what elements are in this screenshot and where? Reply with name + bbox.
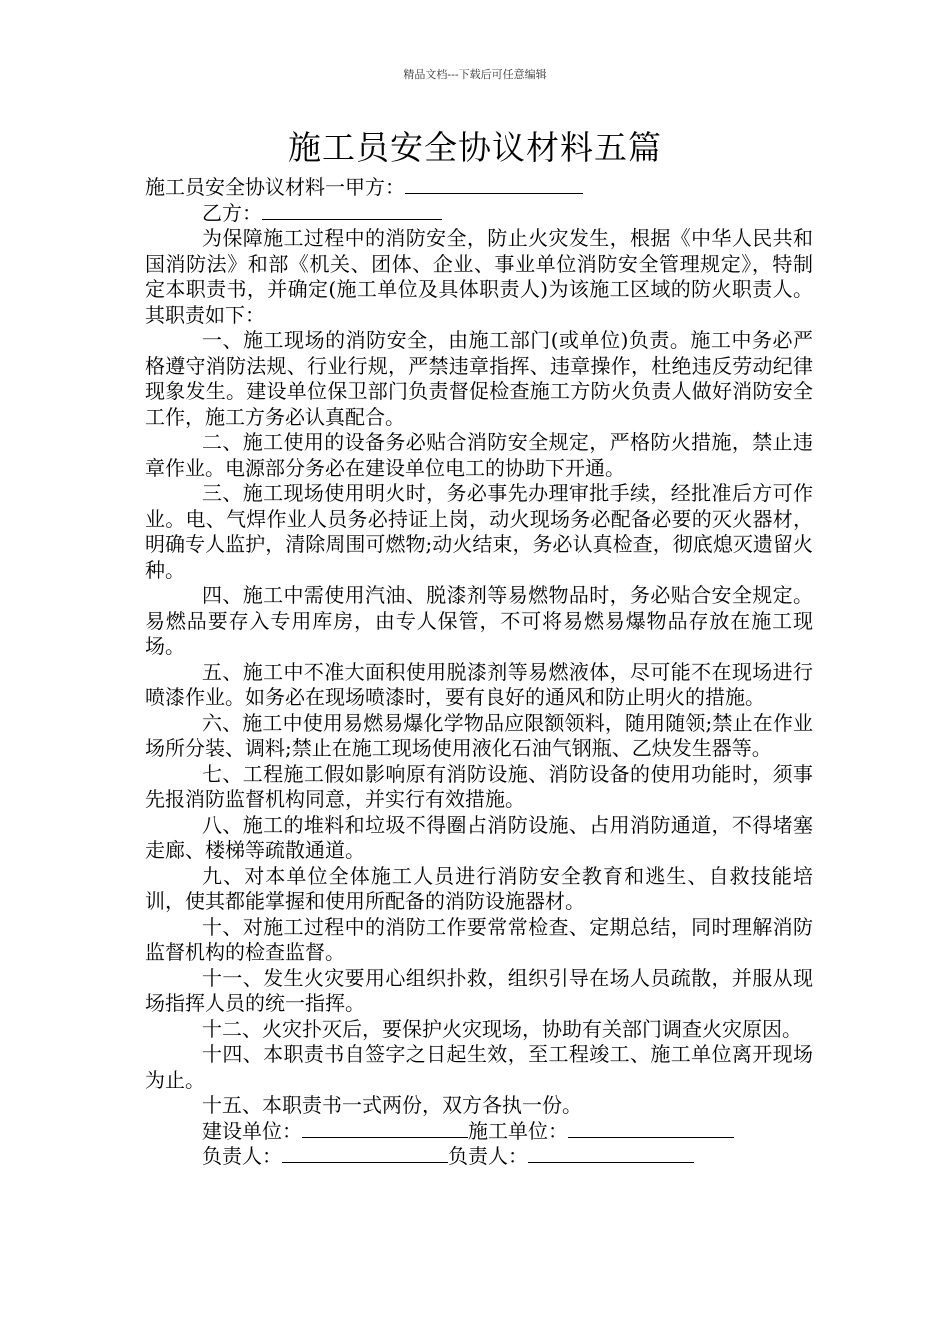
builder-blank[interactable] bbox=[302, 1119, 468, 1138]
signature-units-line bbox=[145, 1119, 813, 1145]
leader-blank-2[interactable] bbox=[528, 1144, 694, 1163]
builder-label: 建设单位： bbox=[202, 1118, 302, 1143]
clause-6: 六、施工中使用易燃易爆化学物品应限额领料，随用随领;禁止在作业场所分装、调料;禁止在施工现场使用液化石油气钢瓶、乙炔发生器等。 bbox=[145, 710, 813, 760]
leader-blank-1[interactable] bbox=[282, 1144, 448, 1163]
clause-11: 十一、发生火灾要用心组织扑救，组织引导在场人员疏散，并服从现场指挥人员的统一指挥。 bbox=[145, 965, 813, 1015]
clause-3: 三、施工现场使用明火时，务必事先办理审批手续，经批准后方可作业。电、气焊作业人员务必持证上岗，动火现场务必配备必要的灭火器材，明确专人监护，清除周围可燃物;动火结束，务必认真检查，彻底熄灭遗留火种。 bbox=[145, 481, 813, 582]
party-b-line bbox=[145, 201, 813, 227]
contractor-label: 施工单位： bbox=[468, 1118, 568, 1143]
party-b-blank[interactable] bbox=[262, 201, 442, 220]
header-note: 精品文档---下载后可任意编辑 bbox=[403, 68, 547, 81]
clause-9: 九、对本单位全体施工人员进行消防安全教育和逃生、自救技能培训，使其都能掌握和使用所配备的消防设施器材。 bbox=[145, 863, 813, 913]
document-body bbox=[145, 175, 813, 1170]
leader-label-1: 负责人： bbox=[202, 1144, 282, 1168]
clause-8: 八、施工的堆料和垃圾不得圈占消防设施、占用消防通道，不得堵塞走廊、楼梯等疏散通道。 bbox=[145, 812, 813, 862]
clause-1: 一、施工现场的消防安全，由施工部门(或单位)负责。施工中务必严格遵守消防法规、行业行规，严禁违章指挥、违章操作，杜绝违反劳动纪律现象发生。建设单位保卫部门负责督促检查施工方防火负责人做好消防安全工作，施工方务必认真配合。 bbox=[145, 328, 813, 429]
clause-5: 五、施工中不准大面积使用脱漆剂等易燃液体，尽可能不在现场进行喷漆作业。如务必在现场喷漆时，要有良好的通风和防止明火的措施。 bbox=[145, 659, 813, 709]
clause-15: 十五、本职责书一式两份，双方各执一份。 bbox=[202, 1093, 582, 1117]
signature-leaders-line bbox=[145, 1144, 813, 1170]
leader-label-2: 负责人： bbox=[448, 1144, 528, 1168]
party-a-label: 施工员安全协议材料一甲方： bbox=[145, 175, 405, 199]
clause-12: 十二、火灾扑灭后，要保护火灾现场，协助有关部门调查火灾原因。 bbox=[202, 1016, 802, 1041]
party-a-blank[interactable] bbox=[405, 175, 583, 194]
party-a-line bbox=[145, 175, 813, 201]
clause-2: 二、施工使用的设备务必贴合消防安全规定，严格防火措施，禁止违章作业。电源部分务必在建设单位电工的协助下开通。 bbox=[145, 430, 813, 480]
document-title: 施工员安全协议材料五篇 bbox=[288, 128, 662, 167]
party-b-label: 乙方： bbox=[202, 200, 262, 225]
intro-paragraph: 为保障施工过程中的消防安全，防止火灾发生，根据《中华人民共和国消防法》和部《机关、团体、企业、事业单位消防安全管理规定》，特制定本职责书，并确定(施工单位及具体职责人)为该施工区域的防火职责人。其职责如下： bbox=[145, 226, 813, 327]
clause-10: 十、对施工过程中的消防工作要常常检查、定期总结，同时理解消防监督机构的检查监督。 bbox=[145, 914, 813, 964]
contractor-blank[interactable] bbox=[568, 1119, 734, 1138]
clause-7: 七、工程施工假如影响原有消防设施、消防设备的使用功能时，须事先报消防监督机构同意，并实行有效措施。 bbox=[145, 761, 813, 811]
clause-14: 十四、本职责书自签字之日起生效，至工程竣工、施工单位离开现场为止。 bbox=[145, 1042, 813, 1092]
clause-4: 四、施工中需使用汽油、脱漆剂等易燃物品时，务必贴合安全规定。易燃品要存入专用库房，由专人保管，不可将易燃易爆物品存放在施工现场。 bbox=[145, 583, 813, 658]
